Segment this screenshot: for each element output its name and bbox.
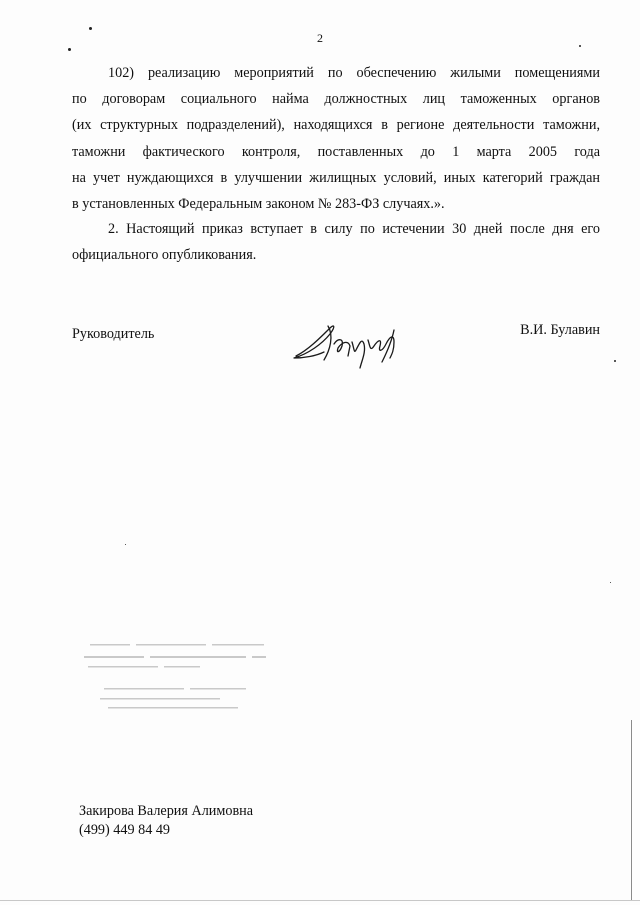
scan-speck xyxy=(614,360,616,362)
executor-phone: (499) 449 84 49 xyxy=(79,822,171,838)
scan-speck xyxy=(68,48,71,51)
handwritten-signature xyxy=(290,316,410,372)
paragraph-line: 102) реализацию мероприятий по обеспечению жилыми помещениями xyxy=(108,65,600,81)
paragraph-line: 2. Настоящий приказ вступает в силу по истечении 30 дней после дня его xyxy=(108,221,600,237)
faded-stamp-marks xyxy=(84,640,274,720)
paragraph-line: по договорам социального найма должностных лиц таможенных органов xyxy=(72,91,600,108)
signature-block xyxy=(72,316,600,376)
signatory-title: Руководитель xyxy=(72,326,155,342)
signatory-name: В.И. Булавин xyxy=(520,322,600,338)
paragraph-line: в установленных Федеральным законом № 283-ФЗ случаях.». xyxy=(72,196,445,213)
paragraph-line: (их структурных подразделений), находящихся в регионе деятельности таможни, xyxy=(72,117,600,134)
scan-edge-line xyxy=(631,720,632,900)
executor-block xyxy=(79,802,253,840)
scan-speck xyxy=(89,27,92,30)
paragraph-line: официального опубликования. xyxy=(72,247,257,264)
scan-speck xyxy=(610,582,611,583)
scan-speck xyxy=(125,544,126,545)
scan-edge-line xyxy=(0,900,640,901)
paragraph-effective-date xyxy=(72,216,600,268)
executor-name: Закирова Валерия Алимовна xyxy=(79,803,254,819)
paragraph-line: таможни фактического контроля, поставленных до 1 марта 2005 года xyxy=(72,143,600,160)
page-number: 2 xyxy=(317,31,323,45)
paragraph-line: на учет нуждающихся в улучшении жилищных условий, иных категорий граждан xyxy=(72,169,600,186)
paragraph-amendment xyxy=(72,60,600,217)
